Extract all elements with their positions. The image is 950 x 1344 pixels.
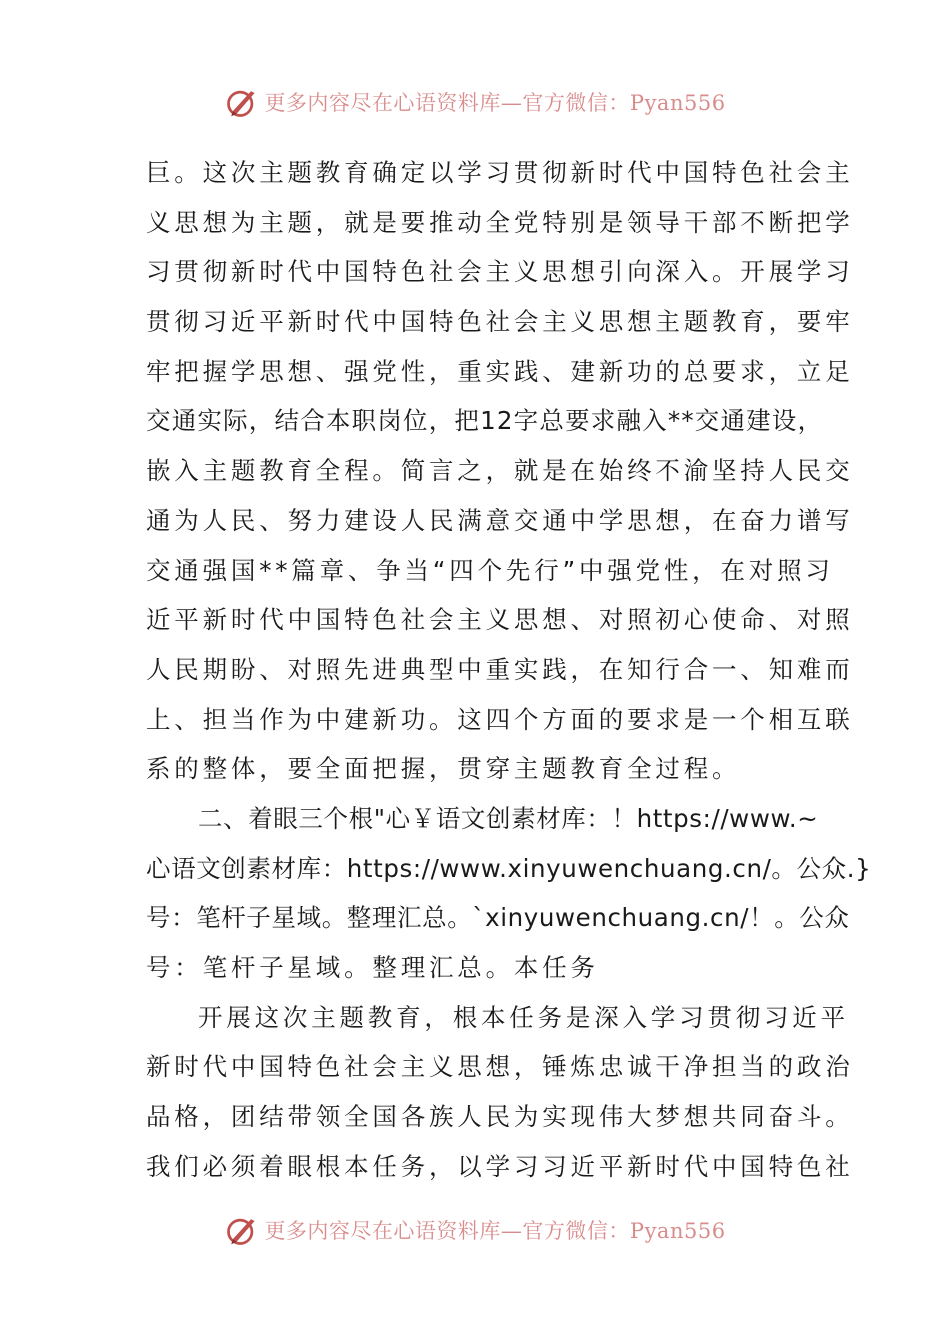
text-line: 开展这次主题教育，根本任务是深入学习贯彻习近平 <box>198 1002 849 1032</box>
text-line: 牢把握学思想、强党性，重实践、建新功的总要求，立足 <box>146 356 854 386</box>
text-line: 近平新时代中国特色社会主义思想、对照初心使命、对照 <box>146 605 854 635</box>
text-line: 系的整体，要全面把握，贯穿主题教育全过程。 <box>146 754 741 784</box>
text-line: 人民期盼、对照先进典型中重实践，在知行合一、知难而 <box>146 654 854 684</box>
text-line: 交通实际，结合本职岗位，把12字总要求融入**交通建设， <box>146 406 824 436</box>
header-banner <box>0 82 950 122</box>
text-line: 上、担当作为中建新功。这四个方面的要求是一个相互联 <box>146 704 854 734</box>
text-line: 义思想为主题，就是要推动全党特别是领导干部不断把学 <box>146 207 854 237</box>
section-heading: 二、着眼三个根"心￥语文创素材库：！https://www.~ <box>198 803 819 833</box>
text-line: 习贯彻新时代中国特色社会主义思想引向深入。开展学习 <box>146 257 854 287</box>
text-line: 嵌入主题教育全程。简言之，就是在始终不渝坚持人民交 <box>146 456 854 486</box>
text-line: 品格，团结带领全国各族人民为实现伟大梦想共同奋斗。 <box>146 1102 854 1132</box>
text-line: 巨。这次主题教育确定以学习贯彻新时代中国特色社会主 <box>146 158 854 187</box>
header-banner-text: 更多内容尽在心语资料库—官方微信：Pyan556 <box>264 91 726 115</box>
footer-banner-text: 更多内容尽在心语资料库—官方微信：Pyan556 <box>264 1219 726 1243</box>
text-line: 我们必须着眼根本任务，以学习习近平新时代中国特色社 <box>146 1151 854 1181</box>
text-line: 通为人民、努力建设人民满意交通中学思想，在奋力谱写 <box>146 505 854 535</box>
text-line: 交通强国**篇章、争当“四个先行”中强党性，在对照习 <box>146 555 834 585</box>
document-body <box>146 148 872 1191</box>
pen-logo-icon <box>224 1212 260 1248</box>
text-line: 新时代中国特色社会主义思想，锤炼忠诚干净担当的政治 <box>146 1052 854 1082</box>
pen-logo-icon <box>224 84 260 120</box>
text-line: 号：笔杆子星域。整理汇总。`xinyuwenchuang.cn/！。公众 <box>146 903 850 933</box>
text-line: 贯彻习近平新时代中国特色社会主义思想主题教育，要牢 <box>146 307 854 337</box>
text-line: 号：笔杆子星域。整理汇总。本任务 <box>146 953 599 982</box>
text-line: 心语文创素材库：https://www.xinyuwenchuang.cn/。公众.} <box>146 853 872 883</box>
footer-banner <box>0 1210 950 1250</box>
